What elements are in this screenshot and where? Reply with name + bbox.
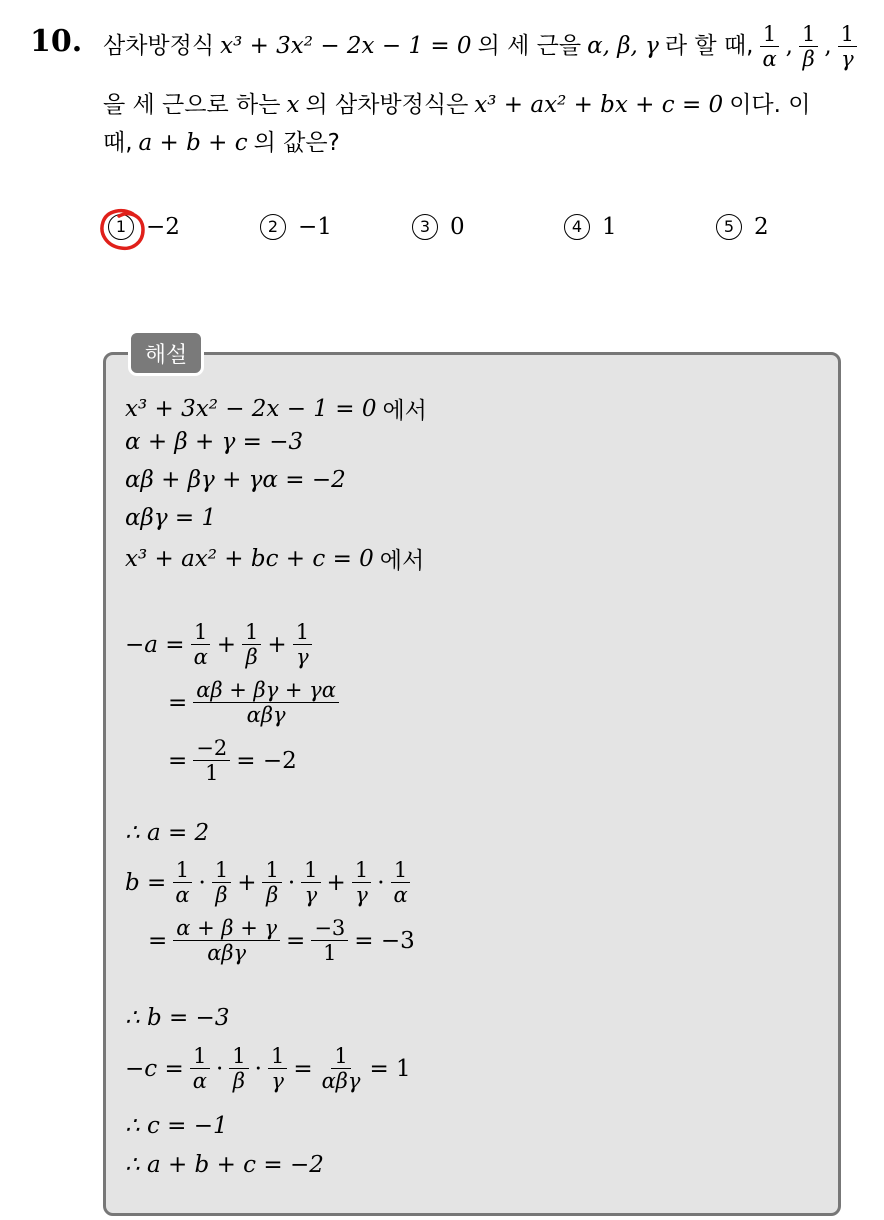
solution-c-product: −c = $\frac{1}{\alpha}$ · $\frac{1}{\beta}$ · $\frac{1}{\gamma}$ = $\frac{1}{\text{αβγ}}$ = 1 bbox=[125, 1044, 411, 1093]
stem-text: 이다. 이 bbox=[729, 92, 811, 118]
choice-number: 4 bbox=[564, 214, 590, 240]
recip-gamma: $\frac{1}{\gamma}$ bbox=[838, 22, 857, 71]
stem-equation-2: x³ + ax² + bx + c = 0 bbox=[474, 92, 724, 118]
choice-number: 3 bbox=[412, 214, 438, 240]
solution-a-step3: = $\frac{-2}{1}$ = −2 bbox=[168, 736, 297, 785]
choice-3[interactable] bbox=[412, 214, 465, 240]
solution-b-step2: = $\frac{\alpha + \beta + \gamma}{\text{αβγ}}$ = $\frac{-3}{1}$ = −3 bbox=[148, 916, 415, 965]
recip-beta: $\frac{1}{\beta}$ bbox=[799, 22, 818, 71]
stem-text: 라 할 때, bbox=[664, 33, 754, 59]
solution-b-sum: b = $\frac{1}{\alpha}$ · $\frac{1}{\beta}$ + $\frac{1}{\beta}$ · $\frac{1}{\gamma}$ + $\frac{1}{\gamma}$ · $\frac{1}{\alpha}$ bbox=[125, 858, 411, 907]
choice-value: 2 bbox=[754, 214, 769, 240]
choice-value: −2 bbox=[146, 214, 180, 240]
solution-line: x³ + ax² + bc + c = 0 에서 bbox=[125, 545, 425, 574]
choice-number: 1 bbox=[108, 214, 134, 240]
choice-2[interactable] bbox=[260, 214, 332, 240]
solution-line: αβγ = 1 bbox=[125, 505, 217, 531]
stem-text: 때, bbox=[103, 130, 133, 156]
stem-text: 의 값은? bbox=[253, 130, 340, 156]
choice-value: 1 bbox=[602, 214, 617, 240]
stem-text: 의 세 근을 bbox=[477, 33, 582, 59]
choice-number: 5 bbox=[716, 214, 742, 240]
solution-a-step2: = $\frac{\alpha\beta + \beta\gamma + \gamma\alpha}{\text{αβγ}}$ bbox=[168, 678, 339, 727]
answer-circle-mark bbox=[97, 206, 151, 256]
solution-final: ∴ a + b + c = −2 bbox=[125, 1152, 324, 1178]
choice-4[interactable] bbox=[564, 214, 617, 240]
solution-a-sum: −a = $\frac{1}{\alpha}$ + $\frac{1}{\beta}$ + $\frac{1}{\gamma}$ bbox=[125, 620, 312, 669]
choice-value: −1 bbox=[298, 214, 332, 240]
answer-choices bbox=[108, 214, 808, 254]
stem-var: x bbox=[286, 92, 300, 118]
stem-text: 을 세 근으로 하는 bbox=[103, 92, 281, 118]
solution-line: αβ + βγ + γα = −2 bbox=[125, 467, 346, 493]
choice-number: 2 bbox=[260, 214, 286, 240]
solution-b-result: ∴ b = −3 bbox=[125, 1005, 230, 1031]
stem-expression: a + b + c bbox=[138, 130, 248, 156]
stem-text: 의 삼차방정식은 bbox=[305, 92, 469, 118]
stem-text: 삼차방정식 bbox=[103, 33, 215, 59]
stem-equation: x³ + 3x² − 2x − 1 = 0 bbox=[220, 33, 472, 59]
choice-5[interactable] bbox=[716, 214, 769, 240]
question-number: 10. bbox=[30, 24, 83, 59]
recip-alpha: $\frac{1}{\alpha}$ bbox=[759, 22, 779, 71]
question-stem: 삼차방정식 x³ + 3x² − 2x − 1 = 0 의 세 근을 α, β, γ 라 할 때, $\frac{1}{\alpha}$ , $\frac{1}{\beta}$ , $\frac{1}{\gamma}$ 을 세 근으로 하는 x 의 삼차방정식은 x³ + ax² + bx + c = 0 이다. 이 때, a + b + c 의 값은? bbox=[103, 16, 863, 162]
solution-tag: 해설 bbox=[128, 330, 204, 376]
choice-value: 0 bbox=[450, 214, 465, 240]
solution-line: α + β + γ = −3 bbox=[125, 429, 304, 455]
stem-roots: α, β, γ bbox=[587, 33, 659, 59]
solution-a-result: ∴ a = 2 bbox=[125, 820, 210, 846]
solution-line: x³ + 3x² − 2x − 1 = 0 에서 bbox=[125, 395, 427, 424]
solution-c-result: ∴ c = −1 bbox=[125, 1113, 228, 1139]
